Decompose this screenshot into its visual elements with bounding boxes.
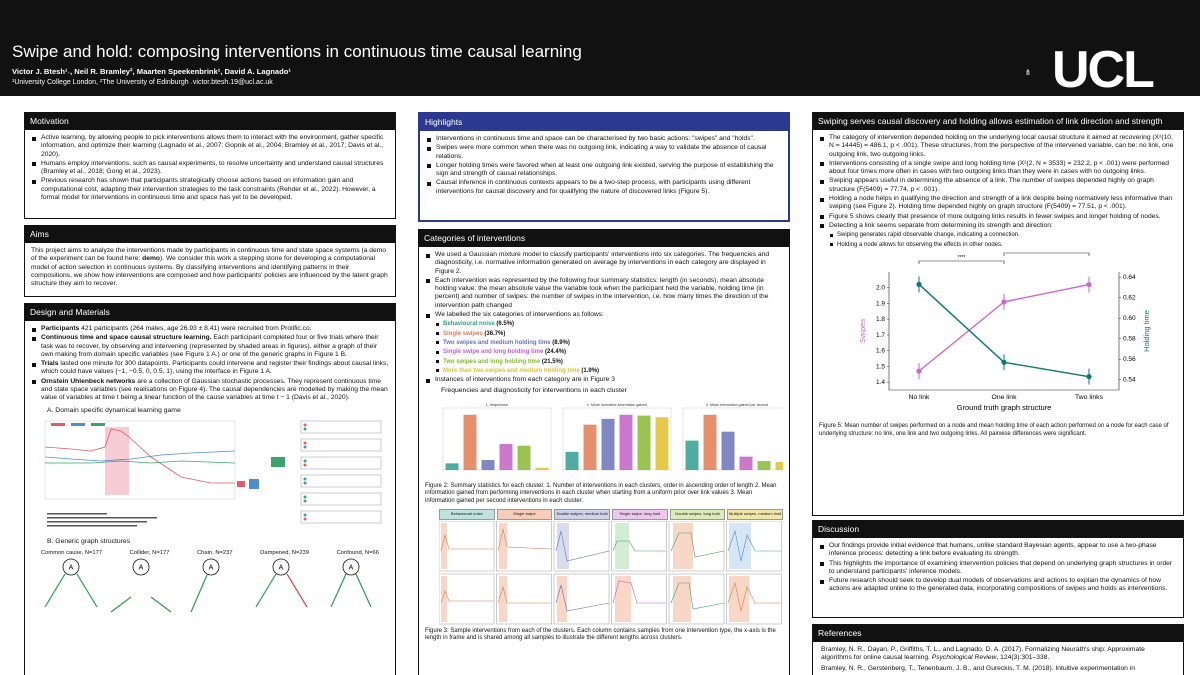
list-item: Holding a node helps in qualifying the direction and strength of a link despite being normatively less informative than swiping (see Figure 2). Holding time depended highly on graph structure (F(5409) = 77.51, p < .001). (819, 195, 1177, 212)
cluster-column-head: Behavioural noise (439, 509, 495, 519)
list-item: Swiping appears useful in determining the absence of a link. The number of swipes depended highly on graph structure (F(5409) = 77.74, p < .001). (819, 177, 1177, 194)
bar (536, 468, 549, 470)
y2-tick-label: 0.64 (1123, 273, 1136, 281)
ucl-logo: UCL (1052, 41, 1153, 99)
figure3-sample-plots (439, 521, 783, 625)
graph-structure-diagrams (31, 557, 389, 617)
list-item: This highlights the importance of examining intervention policies that depend on underlying graph structures in order to understand participants' inference models. (819, 560, 1177, 577)
graph-label-chain: Chain, N=237 (196, 549, 233, 556)
data-point (916, 282, 921, 287)
y-axis-label: Swipes (858, 318, 867, 343)
cluster-column-head: Single swipe, long hold (612, 509, 668, 519)
panel-title: 3. Mean information gained per second (705, 402, 769, 407)
list-item: Participants 421 participants (264 males, age 26.93 ± 8.41) were recruited from Prolific.co. (31, 325, 389, 333)
list-item: Active learning, by allowing people to pick interventions allows them to interact with the environment, gather specific information, and optimize their learning (Lagnado et al., 2007; Gopnik et al., 2004; Bramley et al., 2017; Davis et al., 2020). (31, 134, 389, 159)
y-tick-label: 1.9 (875, 300, 885, 308)
reference-item: Bramley, N. R., Gerstenberg, T., Tenenbaum, J. B., and Gureckis, T. M. (2018). Intuitive experimentation in (821, 664, 1135, 672)
y2-tick-label: 0.54 (1123, 376, 1136, 384)
motivation-panel (24, 112, 396, 219)
y-tick-label: 1.8 (875, 316, 885, 324)
cluster-item: More than two swipes and medium holding time (1.9%) (435, 367, 783, 375)
figure1a-interface (31, 417, 389, 535)
design-panel (24, 303, 396, 675)
sig-label: **** (957, 254, 966, 261)
categories-panel (418, 229, 790, 675)
cluster-item: Single swipes (36.7%) (435, 330, 783, 338)
y-tick-label: 1.5 (875, 363, 885, 371)
bar (758, 461, 771, 470)
y2-tick-label: 0.58 (1123, 335, 1136, 343)
list-item: We used a Gaussian mixture model to classify participants' interventions into six categories. The frequencies and diagnosticity, i.e. normative information generated on average by interventions in each category are displayed in Figure 2. (425, 251, 783, 276)
bar (656, 417, 669, 470)
list-item: Interventions consisting of a single swipe and long holding time (X²(2, N = 3533) = 232.2, p < .001) were performed about four times more often in cases with two outgoing links than they were in cases with no outgoing links. (819, 160, 1177, 177)
y-tick-label: 1.7 (875, 331, 885, 339)
x-tick-label: No link (908, 393, 930, 401)
data-point (1001, 299, 1006, 304)
figure3-caption: Figure 3: Sample interventions from each of the clusters. Each column contains samples from one intervention type, the x-axis is the length in frame and is shared among all samples to illustrate the different lengths across clusters. (425, 627, 776, 642)
list-item: Trials lasted one minute for 300 datapoints. Participants could intervene and register their findings about causal links, which could have values {−1, −0.5, 0, 0.5, 1}, using the interface in Figure 1 A. (31, 360, 389, 377)
list-item: We labelled the six categories of interventions as follows: (425, 311, 783, 319)
panel-title: 2. Mean normative information gained (586, 402, 648, 407)
list-item: Each intervention was represented by the following four summary statistics: length (in seconds), mean absolute holding value: the mean absolute value the variable took when the participant held the variable, holding time (in percent) and number of swipes: the number of swipes in the intervention, i.e. how many times the direction of the intervention path changed (425, 277, 783, 310)
aims-text: This project aims to analyze the interventions made by participants in continuous time and state space systems (a demo of the experiment can be found here: demo). We consider this work a stepping stone for developing a computational model of action selection in continuous systems. By classifying interventions and identifying patterns in their compositions, we show how interventions are composed and how participants' policies are influenced by the latent graph structure they aim to recover. (31, 247, 388, 288)
aims-panel (24, 225, 396, 297)
figure5-caption: Figure 5: Mean number of swipes performed on a node and mean holding time of each action performed on a node for each case of underlying structure: no link, one link and two outgoing links. All pairwise differences were significant. (819, 423, 1169, 437)
sig-bracket (919, 261, 1004, 264)
graph-label-collider: Collider, N=177 (129, 549, 170, 556)
data-point (1001, 360, 1006, 365)
graph-label-common-cause: Common cause, N=177 (41, 549, 103, 556)
figure3-sample-grid (425, 509, 783, 628)
figure1b-title: B. Generic graph structures (47, 538, 131, 546)
demo-link[interactable]: demo (142, 255, 161, 263)
highlights-panel (418, 112, 790, 222)
figure1a-title: A. Domain specific dynamical learning game (47, 406, 181, 414)
bar (566, 452, 579, 470)
author-list: Victor J. Btesh¹˒, Neil R. Bramley², Maarten Speekenbrink¹, David A. Lagnado¹ (12, 67, 291, 76)
figure5-line-chart (819, 250, 1177, 420)
list-item: Our findings provide initial evidence that humans, unlike standard Bayesian agents, appear to use a two-phase inference process: detecting a link before evaluating its strength. (819, 542, 1177, 559)
y2-tick-label: 0.60 (1123, 315, 1136, 323)
x-tick-label: Two links (1075, 393, 1103, 401)
list-item: Interventions in continuous time and space can be characterised by two basic actions: "swipes" and "holds". (426, 135, 782, 143)
swiping-panel (812, 112, 1184, 516)
x-axis-label: Ground truth graph structure (956, 402, 1052, 412)
list-item: Swiping generates rapid observable change, indicating a connection. (829, 231, 1177, 239)
bar (500, 444, 513, 470)
y-tick-label: 1.4 (875, 378, 885, 386)
y2-axis-label: Holding time (1142, 310, 1151, 352)
reference-item: Bramley, N. R., Dayan, P., Griffiths, T. L., and Lagnado, D. A. (2017). Formalizing Neurath's ship: Approximate algorithms for online causal learning. Psychological Review, 124(3):301–338. (821, 646, 1145, 662)
bar (446, 463, 459, 470)
cluster-list (435, 320, 783, 375)
data-point (916, 368, 921, 373)
graph-label-confound: Confound, N=66 (336, 549, 379, 556)
cluster-item: Behavioural noise (6.5%) (435, 320, 783, 328)
references-heading: References (813, 625, 1183, 642)
graph-label-dampened: Dampened, N=239 (260, 549, 309, 556)
plot-frame (443, 408, 551, 470)
discussion-panel (812, 520, 1184, 618)
cluster-column-head: Multiple swipes, medium hold (727, 509, 783, 519)
motivation-heading: Motivation (25, 113, 395, 130)
bar (482, 460, 495, 470)
y-tick-label: 2.0 (875, 284, 885, 292)
list-item: Longer holding times were favored when at least one outgoing link existed, serving the purpose of establishing the sign and strength of causal relationships. (426, 162, 782, 179)
data-point (1086, 374, 1091, 379)
list-item: Humans employ interventions, such as causal experiments, to resolve uncertainty and understand causal structures (Bramley et al., 2018; Gong et al., 2023). (31, 160, 389, 177)
bar (722, 431, 735, 469)
node-label: A (68, 564, 74, 572)
bar (464, 415, 477, 470)
list-item: Ornstein Uhlenbeck networks are a collection of Gaussian stochastic processes. They represent continuous time and state space variables (see realisations on Figure 4). The causal dependencies are modelled by making the mean value of variables at time t being a linear function of the cause variables at time t − 1 (Davis et al., 2020). (31, 378, 389, 403)
bar (686, 440, 699, 469)
bar (638, 415, 651, 469)
aims-heading: Aims (25, 226, 395, 243)
cluster-column-head: Double swipes, medium hold (554, 509, 610, 519)
bar (776, 462, 783, 470)
list-item: Future research should seek to develop dual models of observations and actions to explain the dynamics of how actions are adapted online to the generated data, incorporating compositions of swipes and holds as interventions. (819, 577, 1177, 594)
figure2-bar-charts (425, 398, 783, 480)
panel-title: 1. frequencies (485, 402, 509, 407)
list-item: Detecting a link seems separate from determining its strength and direction: (819, 222, 1177, 230)
cluster-item: Two swipes and medium holding time (8.9%) (435, 339, 783, 347)
bar (704, 415, 717, 470)
data-point (1086, 282, 1091, 287)
ucl-portico-icon (1026, 52, 1050, 92)
list-item: Swipes were more common when there was no outgoing link, indicating a way to validate the absence of causal relations. (426, 144, 782, 161)
list-item: Holding a node allows for observing the effects in other nodes. (829, 241, 1177, 249)
bar (740, 456, 753, 469)
plot-frame (563, 408, 671, 470)
bar (584, 424, 597, 469)
cluster-item: Two swipes and long holding time (21.5%) (435, 358, 783, 366)
cluster-item: Single swipe and long holding time (24.4%) (435, 348, 783, 356)
poster-header (0, 0, 1200, 99)
discussion-heading: Discussion (813, 521, 1183, 538)
list-item: The category of intervention depended holding on the underlying local causal structure it aimed at recovering (X²(10, N = 14445) = 486.1, p < .001). These structures, from the perspective of the intervened variable, can be: no link, one outgoing link, two outgoing links. (819, 134, 1177, 159)
node-label: A (208, 564, 214, 572)
bar (602, 419, 615, 470)
list-item: Instances of interventions from each category are in Figure 3 (425, 376, 783, 384)
y-tick-label: 1.6 (875, 347, 885, 355)
list-item: Previous research has shown that participants strategically choose actions based on information gain and computational cost, adapting their intervention strategies to the task constraints (Rehder et al., 2022). However, a formal model for interventions in continuous time and space has yet to be developed. (31, 177, 389, 202)
list-item: Figure 5 shows clearly that presence of more outgoing links results in fewer swipes and longer holding of nodes. (819, 213, 1177, 221)
figure2-title: Frequencies and diagnosticity for interventions in each cluster (441, 387, 627, 395)
poster-title: Swipe and hold: composing interventions in continuous time causal learning (12, 42, 582, 61)
bar (518, 445, 531, 469)
node-label: A (138, 564, 144, 572)
references-panel (812, 624, 1184, 675)
design-heading: Design and Materials (25, 304, 395, 321)
figure2-caption: Figure 2: Summary statistics for each cluster. 1. Number of interventions in each clusters, order in ascending order of length 2. Mean information gained from performing interventions in each cluster when starting from a uniform prior over link values 3. Mean information gained per second interventions in each cluster. (425, 483, 777, 504)
categories-heading: Categories of interventions (419, 230, 789, 247)
cluster-column-head: Double swipes, long hold (670, 509, 726, 519)
bar (620, 415, 633, 470)
node-label: A (348, 564, 354, 572)
y2-tick-label: 0.56 (1123, 356, 1136, 364)
sig-label: **** (1042, 249, 1051, 254)
affiliations: ¹University College London, ²The University of Edinburgh ˒victor.btesh.19@ucl.ac.uk (12, 79, 273, 86)
list-item: Continuous time and space causal structure learning. Each participant completed four or five trials where their task was to recover, by observing and intervening (represented by shaded areas in figures), either a graph of their own making from domain specific variables (see Figure 1 A.) or one of the generic graphs in Figure 1 B. (31, 334, 389, 359)
highlights-heading: Highlights (420, 114, 788, 131)
node-label: A (278, 564, 284, 572)
list-item: Causal inference in continuous contexts appears to be a two-step process, with participants using different interventions for causal discovery and for qualifying the nature of discovered links (Figure 5). (426, 179, 782, 196)
graph-structures (31, 549, 389, 557)
cluster-column-head: Single swipe (497, 509, 553, 519)
swiping-heading: Swiping serves causal discovery and holding allows estimation of link direction and strength (813, 113, 1183, 130)
y2-tick-label: 0.62 (1123, 294, 1136, 302)
x-tick-label: One link (991, 393, 1017, 401)
